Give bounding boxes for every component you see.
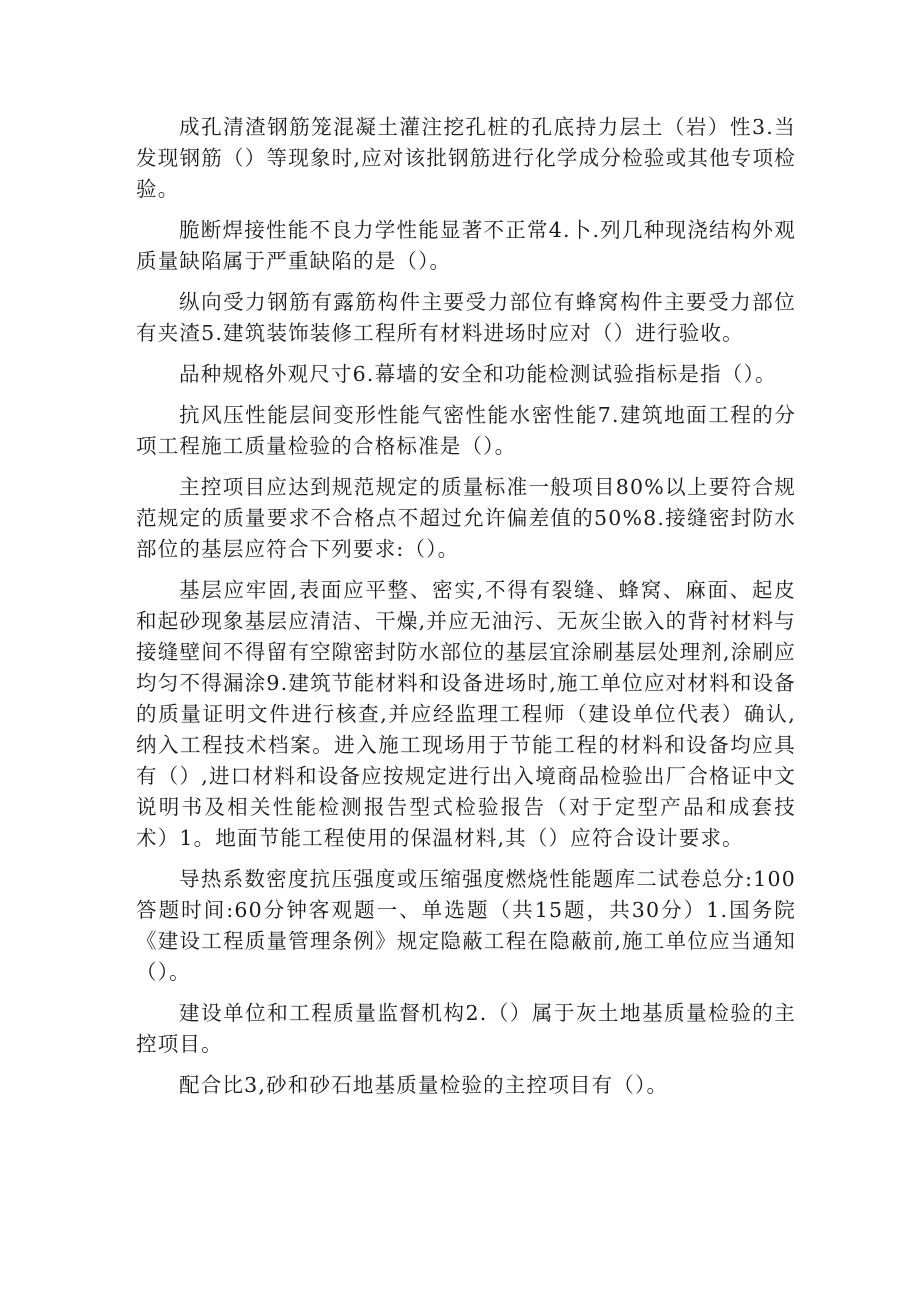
paragraph: 主控项目应达到规范规定的质量标准一般项目80%以上要符合规范规定的质量要求不合格点不超过允许偏差值的50%8.接缝密封防水部位的基层应符合下列要求:（）。 xyxy=(136,475,796,561)
paragraph: 脆断焊接性能不良力学性能显著不正常4.卜.列几种现浇结构外观质量缺陷属于严重缺陷的是（）。 xyxy=(136,218,796,273)
paragraph: 抗风压性能层间变形性能气密性能水密性能7.建筑地面工程的分项工程施工质量检验的合格标准是（）。 xyxy=(136,403,796,458)
paragraph: 基层应牢固,表面应平整、密实,不得有裂缝、蜂窝、麻面、起皮和起砂现象基层应清洁、干燥,并应无油污、无灰尘嵌入的背衬材料与接缝壁间不得留有空隙密封防水部位的基层宜涂刷基层处理剂,涂刷应均匀不得漏涂9.建筑节能材料和设备进场时,施工单位应对材料和设备的质量证明文件进行核查,并应经监理工程师（建设单位代表）确认,纳入工程技术档案。进入施工现场用于节能工程的材料和设备均应具有（）,进口材料和设备应按规定进行出入境商品检验出厂合格证中文说明书及相关性能检测报告型式检验报告（对于定型产品和成套技术）1。地面节能工程使用的保温材料,其（）应符合设计要求。 xyxy=(136,578,796,850)
paragraph: 纵向受力钢筋有露筋构件主要受力部位有蜂窝构件主要受力部位有夹渣5.建筑装饰装修工程所有材料进场时应对（）进行验收。 xyxy=(136,290,796,345)
paragraph: 配合比3,砂和砂石地基质量检验的主控项目有（）。 xyxy=(179,1073,669,1097)
paragraph: 成孔清渣钢筋笼混凝土灌注挖孔桩的孔底持力层土（岩）性3.当发现钢筋（）等现象时,应对该批钢筋进行化学成分检验或其他专项检验。 xyxy=(136,115,796,201)
paragraph: 导热系数密度抗压强度或压缩强度燃烧性能题库二试卷总分:100答题时间:60分钟客观题一、单选题（共15题，共30分）1.国务院《建设工程质量管理条例》规定隐蔽工程在隐蔽前,施工单位应当通知（）。 xyxy=(136,867,796,984)
paragraph: 建设单位和工程质量监督机构2.（）属于灰土地基质量检验的主控项目。 xyxy=(136,1001,796,1056)
document-body xyxy=(136,112,796,1111)
paragraph: 品种规格外观尺寸6.幕墙的安全和功能检测试验指标是指（）。 xyxy=(179,362,777,386)
